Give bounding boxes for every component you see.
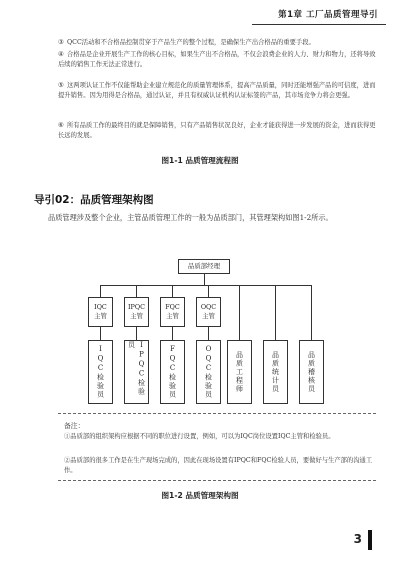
chapter-header: 第1章 工厂品质管理导引	[278, 10, 378, 20]
org-inspector-fqc	[160, 340, 185, 404]
connector-line	[208, 327, 209, 340]
inspector-label: FQC检验员	[168, 345, 177, 399]
manager-code: OQC	[200, 303, 217, 311]
staff-label: 品质稽核员	[307, 350, 316, 394]
org-inspector-oqc	[196, 340, 221, 404]
header-rule	[252, 24, 386, 25]
intro-paragraph-6	[58, 121, 378, 142]
paragraph-number: ③	[58, 39, 64, 46]
figure2-caption: 图1-2 品质管理架构图	[161, 491, 239, 500]
org-inspector-ipqc	[124, 340, 149, 404]
manager-role: 主管	[202, 312, 215, 320]
staff-label: 品质统计员	[271, 350, 280, 394]
page-number: 3	[353, 532, 362, 546]
org-inspector-iqc	[88, 340, 113, 404]
manager-code: FQC	[165, 303, 180, 311]
org-manager-ipqc	[124, 297, 149, 327]
paragraph-text: 所有品质工作的最终目的就是保障销售，只有产品销售状况良好，企业才能获得进一步发展的资金，进而获得更长远的发展。	[58, 122, 376, 140]
section-body: 品质管理涉及整个企业，主管品质管理工作的一般为品质部门，其管理架构如图1-2所示。	[48, 213, 333, 222]
connector-line	[208, 285, 209, 297]
org-manager-iqc	[88, 297, 113, 327]
org-staff-engineer	[227, 340, 252, 404]
connector-line	[204, 274, 205, 285]
manager-role: 主管	[130, 312, 143, 320]
org-root-label: 品质部经理	[188, 262, 220, 270]
org-staff-statistician	[263, 340, 288, 404]
manager-role: 主管	[94, 312, 107, 320]
note-number: ②	[64, 457, 71, 464]
notes-bottom-divider	[58, 480, 376, 481]
paragraph-number: ⑥	[58, 122, 64, 129]
staff-label: 品质工程师	[235, 350, 244, 394]
inspector-label: IQC检验员	[96, 345, 105, 399]
paragraph-text: 这两项认证工作不仅能帮助企业建立规范化的质量管理体系，提高产品质量，同时还能增强产品的可信度，进而提升销售。因为用得是合格品，通过认证，并且有权威认证机构认证标签的产品，其市场竞争力将会更强。	[58, 82, 376, 100]
org-staff-auditor	[299, 340, 324, 404]
org-root-box	[178, 259, 230, 274]
notes-label: 备注：	[64, 422, 85, 430]
connector-line	[100, 285, 101, 297]
connector-line	[311, 285, 312, 340]
connector-line	[136, 285, 137, 297]
paragraph-text: QCC活动和不合格品控制贯穿于产品生产的整个过程，是确保生产出合格品的重要手段。	[67, 39, 315, 46]
connector-line	[100, 327, 101, 340]
intro-paragraph-5	[58, 81, 378, 102]
connector-line	[172, 285, 173, 297]
org-manager-fqc	[160, 297, 185, 327]
paragraph-text: 合格品是企业开展生产工作的核心目标，如果生产出不合格品，不仅会浪费企业的人力、财力和物力，还将导致后续的销售工作无法正常进行。	[58, 51, 376, 69]
note-number: ①	[64, 433, 71, 440]
inspector-label: IPQC检验员	[127, 341, 146, 396]
figure1-caption: 图1-1 品质管理流程图	[161, 156, 239, 165]
connector-line	[136, 327, 137, 340]
connector-line	[100, 285, 311, 286]
note-item-2	[64, 456, 376, 477]
section-title: 导引02：品质管理架构图	[34, 194, 154, 206]
org-manager-oqc	[196, 297, 221, 327]
note-text: 品质部的很多工作是在生产现场完成的，因此在现场设置有IPQC和FQC检验人员，要做好与生产部的沟通工作。	[64, 457, 373, 475]
connector-line	[172, 327, 173, 340]
connector-line	[275, 285, 276, 340]
inspector-label: OQC检验员	[204, 345, 213, 399]
connector-line	[239, 285, 240, 340]
notes-top-divider	[58, 413, 376, 414]
manager-code: IQC	[94, 303, 107, 311]
intro-paragraph-4	[58, 50, 378, 71]
manager-code: IPQC	[128, 303, 145, 311]
page-number-bar	[368, 530, 372, 550]
manager-role: 主管	[166, 312, 179, 320]
intro-paragraph-3	[58, 38, 378, 48]
note-item-1	[64, 432, 376, 442]
paragraph-number: ⑤	[58, 82, 64, 89]
paragraph-number: ④	[58, 51, 64, 58]
note-text: 品质部的组织架构应根据不同的职位进行设置，例如，可以为IQC岗位设置IQC主管和检验员。	[70, 433, 335, 440]
